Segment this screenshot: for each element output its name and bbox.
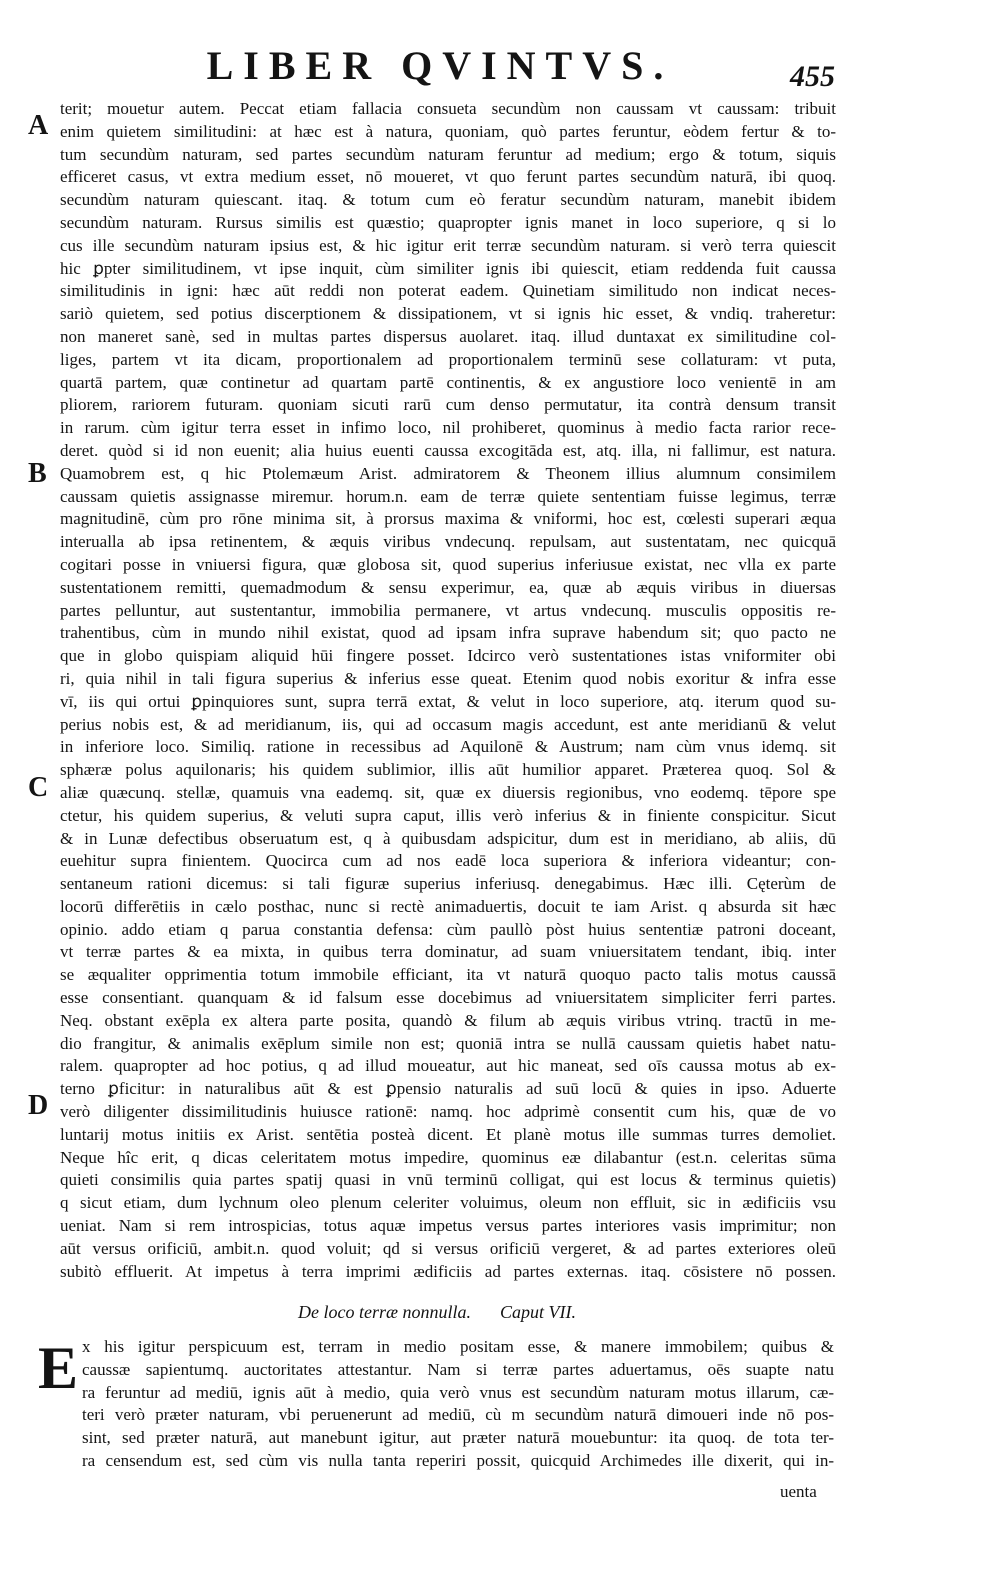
text-line: aūt versus orificiū, ambit.n. quod voluit; qd si versus orificiū vergeret, & ad partes exteriores oleū — [60, 1238, 836, 1258]
text-line: quieti consimilis quia partes spatij quasi in vnū terminū colligat, qui est locus & terminus quietis) — [60, 1170, 836, 1190]
text-line: caussæ sapientumq. auctoritates attestantur. Nam si terræ partes aduertamus, oēs suapte natu — [82, 1359, 834, 1379]
text-line: sariò quietem, sed potius discerptionem & dissipationem, vt si ignis hic esset, & vndiq. traheretur: — [60, 304, 836, 324]
text-line: x his igitur perspicuum est, terram in medio positam esse, & manere immobilem; quibus & — [82, 1337, 834, 1356]
text-line: sentaneum rationi dicemus: si tali figuræ superius inferiusq. denegabimus. Hæc illi. Cęterùm de — [60, 874, 836, 894]
text-line: vī, iis qui ortui ꝑpinquiores sunt, supra terrā extat, & velut in loco superiore, atq. iterum quod su- — [60, 691, 836, 711]
text-line: tum secundùm naturam, sed partes secundùm naturam feruntur ad medium; ergo & totum, siquis — [60, 144, 836, 164]
text-line: terno ꝑficitur: in naturalibus aūt & est ꝑpensio naturalis ad suū locū & quies in ipso. Aduerte — [60, 1079, 836, 1099]
text-line: cus ille secundùm naturam ipsius est, & hic igitur erit terræ secundùm naturam. si verò terra quiescit — [60, 235, 836, 255]
text-line: in inferiore loco. Similiq. ratione in recessibus ad Aquilonē & Austrum; nam cùm vnus idemq. sit — [60, 737, 836, 757]
text-line: locorū differētiis in cælo posthac, nunc si rectè animaduertis, docuit te iam Arist. q absurda sit hæc — [60, 896, 836, 916]
chapter-title: De loco terræ nonnulla. — [298, 1302, 471, 1322]
text-line: dio frangitur, & animalis exēplum simile non est; quoniā intra se nullā caussam quietis habet natu- — [60, 1033, 836, 1053]
text-line: terit; mouetur autem. Peccat etiam fallacia consueta secundùm non caussam vt caussam: tribuit — [60, 99, 836, 118]
text-line: interualla ab ipsa retinentem, & æquis viribus vndecunq. repulsam, aut sustentatam, nec quicquā — [60, 532, 836, 552]
text-line: efficeret casus, vt extra medium esset, nō moueret, vt quo ferunt partes secundùm naturā, ibi quoq. — [60, 167, 836, 187]
text-line: Quamobrem est, q hic Ptolemæum Arist. admiratorem & Theonem illius alumnum consimilem — [60, 463, 836, 483]
text-line: ra censendum est, sed cùm vis nulla tanta reperiri possit, quicquid Archimedes ille dixerit, qui in- — [82, 1450, 834, 1470]
text-line: ri, quia nihil in tali figura superius & inferius esse queat. Etenim quod nobis exoritur & infra esse — [60, 668, 836, 688]
text-line: opinio. addo etiam q parua constantia defensa: cùm paullò pòst huius sententiæ patroni doceant, — [60, 919, 836, 939]
margin-letter-a: A — [28, 110, 49, 141]
text-line: ralem. quapropter ad hoc potius, q ad illud moueatur, aut hic maneat, sed oīs caussa motus ab ex- — [60, 1056, 836, 1076]
text-line: vt terræ partes & ea mixta, in quibus terra dominatur, ad suam vniuersitatem tendant, ibiq. inter — [60, 942, 836, 962]
drop-cap: E — [38, 1335, 79, 1401]
text-line: partes pelluntur, aut sustentantur, immobilia permanere, vt artus vndecunq. musculis oppositis re- — [60, 600, 836, 620]
text-line: perius nobis est, & ad meridianum, iis, qui ad occasum magis accedunt, est ante meridianū & velut — [60, 714, 836, 734]
text-line: Neque hîc erit, q dicas celeritatem motus impedire, quominus eæ dilabantur (est.n. celeritas sūma — [60, 1147, 836, 1167]
text-line: teri verò præter naturam, vbi peruenerunt ad mediū, cù m secundùm naturā dimoueri inde nō pos- — [82, 1405, 834, 1425]
text-line: deret. quòd si id non euenit; alia huius euenti caussa excogitāda est, atq. illa, ni fallimur, est natura. — [60, 440, 836, 460]
text-line: sint, sed præter naturā, aut manebunt igitur, aut præter naturā mouebuntur: ita quoq. de tota ter- — [82, 1428, 834, 1448]
margin-letter-c: C — [28, 772, 49, 803]
text-line: magnitudinē, cùm pro rōne minima sit, à prorsus maxima & vniformi, hoc est, cœlesti superari æqua — [60, 509, 836, 529]
text-line: secundùm naturam. Rursus similis est quæstio; quapropter ignis manet in loco superiore, q si lo — [60, 212, 836, 232]
text-line: enim quietem similitudini: at hæc est à natura, quoniam, quò partes feruntur, eòdem fertur & to- — [60, 121, 836, 141]
text-line: ra feruntur ad mediū, ignis aūt à medio, quia verò vnus est secundùm naturam motus illarum, cæ- — [82, 1382, 834, 1402]
text-line: pliorem, rariorem futuram. quoniam sicuti rarū cum denso permutatur, ita contrà densum transit — [60, 395, 836, 415]
text-line: hic ꝑpter similitudinem, vt ipse inquit, cùm similiter ignis ibi quiescit, etiam reddenda fuit caussa — [60, 258, 836, 278]
text-line: quartā partem, quæ continetur ad quartam partē continentis, & ex angustiore loco venientē in am — [60, 372, 836, 392]
text-line: que in globo quispiam aliquid hūi fingere posset. Idcirco verò sustentationes istas vniformiter obi — [60, 646, 836, 666]
text-line: sustentationem remitti, quemadmodum & sensu experimur, ea, quæ ab æquis viribus in diuersas — [60, 577, 836, 597]
text-line: secundùm naturam quiescant. itaq. & totum cum eò feratur secundùm naturam, manebit ibidem — [60, 190, 836, 210]
text-line: liges, partem vt ita dicam, proportionalem ad proportionalem terminū sese collaturam: vt puta, — [60, 349, 836, 369]
text-line: sphæræ polus aquilonaris; his quidem sublimior, illis aūt humilior apparet. Præterea quoq. Sol & — [60, 760, 836, 780]
margin-letter-b: B — [28, 458, 47, 489]
text-line: q sicut etiam, dum lychnum oleo plenum celeriter voluimus, oleum non effluit, sic in ædificiis vsu — [60, 1193, 836, 1213]
catchword: uenta — [780, 1482, 817, 1501]
chapter-number: Caput VII. — [500, 1302, 576, 1322]
text-line: ctetur, his quidem superius, & veluti supra caput, illis verò inferius & in finiente conspicitur. Sicut — [60, 805, 836, 825]
text-line: trahentibus, cùm in mundo nihil existat, quod ad ipsam infra suprave habendum sit; quo pacto ne — [60, 623, 836, 643]
text-line: se æqualiter opprimentia totum immobile efficiant, ita vt naturā quoquo pacto talis motus caussā — [60, 965, 836, 985]
margin-letter-d: D — [28, 1090, 49, 1121]
text-line: & in Lunæ defectibus obseruatum est, q à quibusdam adspicitur, dum est in meridiano, ab aliis, dū — [60, 828, 836, 848]
text-line: euehitur supra finientem. Quocirca cum ad nos eadē loca superiora & inferiora videantur; con- — [60, 851, 836, 871]
text-line: verò diligenter dissimilitudinis huiusce rationē: namq. hoc adprimè consentit cum his, quæ de vo — [60, 1102, 836, 1122]
text-line: in rarum. cùm igitur terra esset in infimo loco, nil prohiberet, quominus à medio facta rarior rece- — [60, 418, 836, 438]
main-text-block — [60, 98, 836, 1283]
text-line: ueniat. Nam si rem introspicias, totus aquæ impetus versus partes interiores vasis imprimitur; non — [60, 1216, 836, 1236]
text-line: esse consentiant. quanquam & id falsum esse docebimus ad vniuersitatem simpliciter ferri partes. — [60, 988, 836, 1008]
text-line: caussam quietis assignasse miremur. horum.n. eam de terræ quiete sententiam fuisse legimus, terræ — [60, 486, 836, 506]
text-line: similitudinis in igni: hæc aūt reddi non poterat eadem. Quinetiam similitudo non indicat neces- — [60, 281, 836, 301]
text-line: luntarij motus initiis ex Arist. sentētia posteà dicent. Et planè motus ille summas turres demoliet. — [60, 1124, 836, 1144]
running-head: LIBER QVINTVS. — [206, 43, 674, 88]
text-line: Neq. obstant exēpla ex altera parte posita, quandò & filum ab æquis viribus vtrinq. tractū in me- — [60, 1010, 836, 1030]
text-line: cogitari posse in vniuersi figura, quæ globosa sit, quod superius inferiusue existat, nec vlla ex parte — [60, 554, 836, 574]
text-line: aliæ quæcunq. stellæ, quamuis vna eademq. sit, quæ ex diuersis regionibus, vno eodemq. tēpore spe — [60, 782, 836, 802]
page-number: 455 — [790, 60, 835, 93]
text-line: subitò effluerit. At impetus à terra imprimi ædificiis ad partes externas. itaq. cōsistere nō possen. — [60, 1261, 836, 1281]
chapter-text-block — [82, 1336, 834, 1473]
text-line: non maneret sanè, sed in multas partes dispersus auolaret. itaq. illud duntaxat ex similitudine col- — [60, 326, 836, 346]
